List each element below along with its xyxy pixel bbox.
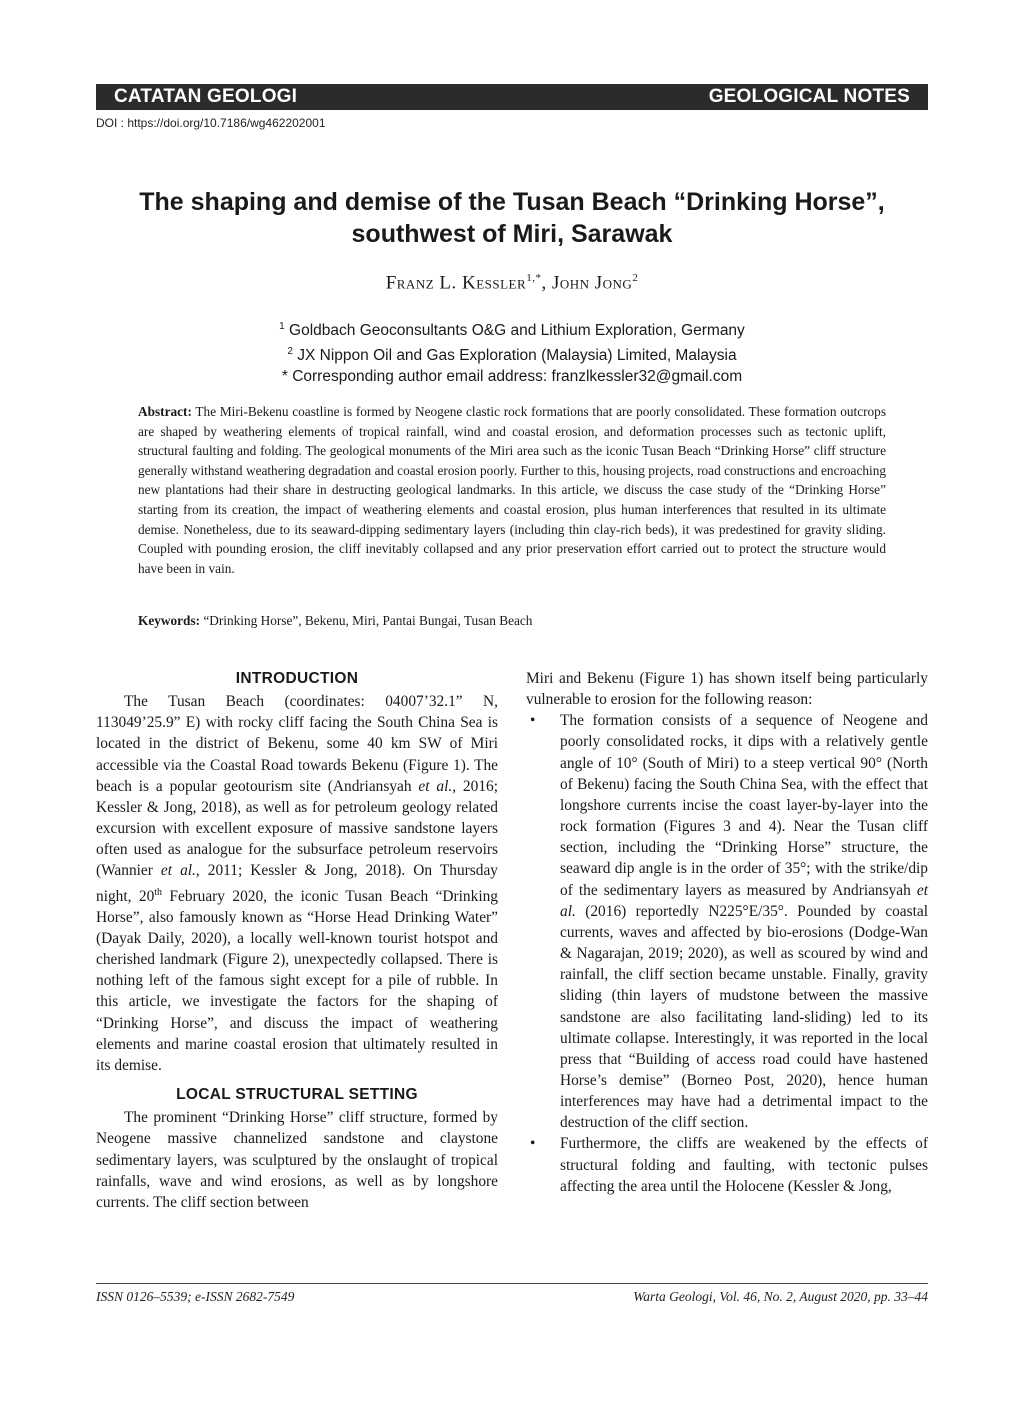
reason-list [526,710,928,1197]
footer-citation: Warta Geologi, Vol. 46, No. 2, August 2020, pp. 33–44 [633,1289,928,1304]
structural-paragraph-continued: Miri and Bekenu (Figure 1) has shown itself being particularly vulnerable to erosion for the following reason: [526,670,928,709]
author-1: Franz L. Kessler [385,272,527,294]
title-line-1: The shaping and demise of the Tusan Beach “Drinking Horse”, [139,188,885,216]
section-heading-introduction: INTRODUCTION [235,670,359,687]
header-left-label: CATATAN GEOLOGI [114,86,298,107]
keywords [138,611,886,631]
list-item: • Furthermore, the cliffs are weakened by the effects of structural folding and faulting, with tectonic pulses affecting the area until the Holocene (Kessler & Jong, [530,1135,928,1195]
abstract-label: Abstract: [138,404,192,419]
affiliation-text: JX Nippon Oil and Gas Exploration (Malaysia) Limited, Malaysia [292,347,737,365]
affiliation-2 [96,341,928,366]
keywords-label: Keywords: [138,613,201,628]
list-item: • The formation consists of a sequence of Neogene and poorly consolidated rocks, it dips with a relatively gentle angle of 10° (South of Miri) to a steep vertical 90° (North of Bekenu) facing the South China Sea, with the effect that longshore currents incise the coast layer-by-layer into the rock formation (Figures 3 and 4). Near the Tusan cliff section, including the “Drinking Horse” structure, the seaward dip angle is in the order of 35°; with the strike/dip of the sedimentary layers as measured by Andriansyah et al. (2016) reportedly N225°E/35°. Pounded by coastal currents, waves and affected by bio-erosions (Dodge-Wan & Nagarajan, 2019; 2020), as well as scoured by wind and rainfall, the cliff section became unstable. Finally, gravity sliding (thin layers of mudstone between the massive sandstone are also facilitating land-sliding) led to its ultimate collapse. Interestingly, it was reported in the local press that “Building of access road could have hastened Horse’s demise” (Borneo Post, 2020), hence human interferences may have had a detrimental impact to the destruction of the cliff section. [530,712,928,1132]
header-band [96,84,928,110]
affiliation-corresponding [96,366,928,387]
abstract-text: The Miri-Bekenu coastline is formed by Neogene clastic rock formations that are poorly consolidated. These formation outcrops are shaped by weathering elements of tropical rainfall, wind and coastal erosion, and deformation processes such as tectonic uplift, structural faulting and folding. The geological monuments of the Miri area such as the iconic Tusan Beach “Drinking Horse” cliff structure generally withstand weathering degradation and coastal erosion poorly. Further to this, housing projects, road constructions and encroaching new plantations had their share in destructing geological landmarks. In this article, we discuss the case study of the “Drinking Horse” starting from its creation, the impact of weathering elements and coastal erosion, plus human interferences that resulted in its ultimate demise. Nonetheless, due to its seaward-dipping sedimentary layers (including thin clay-rich beds), it was predestined for gravity sliding. Coupled with pounding erosion, the cliff inevitably collapsed and any prior preservation effort carried out to protect the structure would have been in vain. [138,404,886,576]
introduction-paragraph: The Tusan Beach (coordinates: 04007’32.1” N, 113049’25.9” E) with rocky cliff facing the South China Sea is located in the district of Bekenu, some 40 km SW of Miri accessible via the Coastal Road towards Bekenu (Figure 1). The beach is a popular geotourism site (Andriansyah et al., 2016; Kessler & Jong, 2018), as well as for petroleum geology related excursion with excellent exposure of massive sandstone layers often used as analogue for the subsurface petroleum reservoirs (Wannier et al., 2011; Kessler & Jong, 2018). On Thursday night, 20th February 2020, the iconic Tusan Beach “Drinking Horse”, also famously known as “Horse Head Drinking Water” (Dayak Daily, 2020), a locally well-known tourist hotspot and cherished landmark (Figure 2), unexpectedly collapsed. There is nothing left of the famous sight except for a pile of rubble. In this article, we investigate the factors for the shaping of “Drinking Horse”, and discuss the impact of weathering elements and marine coastal erosion that ultimately resulted in its demise. [96,693,498,1074]
affiliation-1 [96,316,928,341]
paper-title [96,186,928,250]
header-right-label: GEOLOGICAL NOTES [708,86,910,107]
affiliation-text: Goldbach Geoconsultants O&G and Lithium Exploration, Germany [284,322,745,340]
footer-rule [96,1283,928,1284]
structural-paragraph: The prominent “Drinking Horse” cliff structure, formed by Neogene massive channelized sandstone and claystone sedimentary layers, was sculptured by the onslaught of tropical rainfalls, wave and wind erosions, as well as by longshore currents. The cliff section between [96,1109,498,1211]
affiliation-mark: 2 [287,346,293,358]
title-line-2: southwest of Miri, Sarawak [351,220,673,248]
footer-issn: ISSN 0126–5539; e-ISSN 2682-7549 [96,1289,295,1304]
abstract [138,402,886,578]
bullet-icon: • [530,712,536,730]
bullet-icon: • [530,1135,536,1153]
author-2: John Jong [551,272,633,294]
author-2-affil-mark: 2 [632,272,639,284]
doi-line[interactable]: DOI : https://doi.org/10.7186/wg462202001 [96,116,326,130]
author-list [96,272,928,294]
section-heading-structural-setting: LOCAL STRUCTURAL SETTING [176,1086,418,1104]
author-separator: , [541,272,552,294]
author-1-affil-mark: 1,* [526,272,542,284]
right-column [526,668,928,1197]
affiliation-mark: 1 [279,321,285,332]
left-column [96,668,498,1213]
corresponding-email[interactable]: Corresponding author email address: franzlkessler32@gmail.com [287,368,743,386]
keywords-text: “Drinking Horse”, Bekenu, Miri, Pantai Bungai, Tusan Beach [200,613,533,628]
affiliations [96,316,928,387]
affiliation-mark: * [281,368,288,386]
